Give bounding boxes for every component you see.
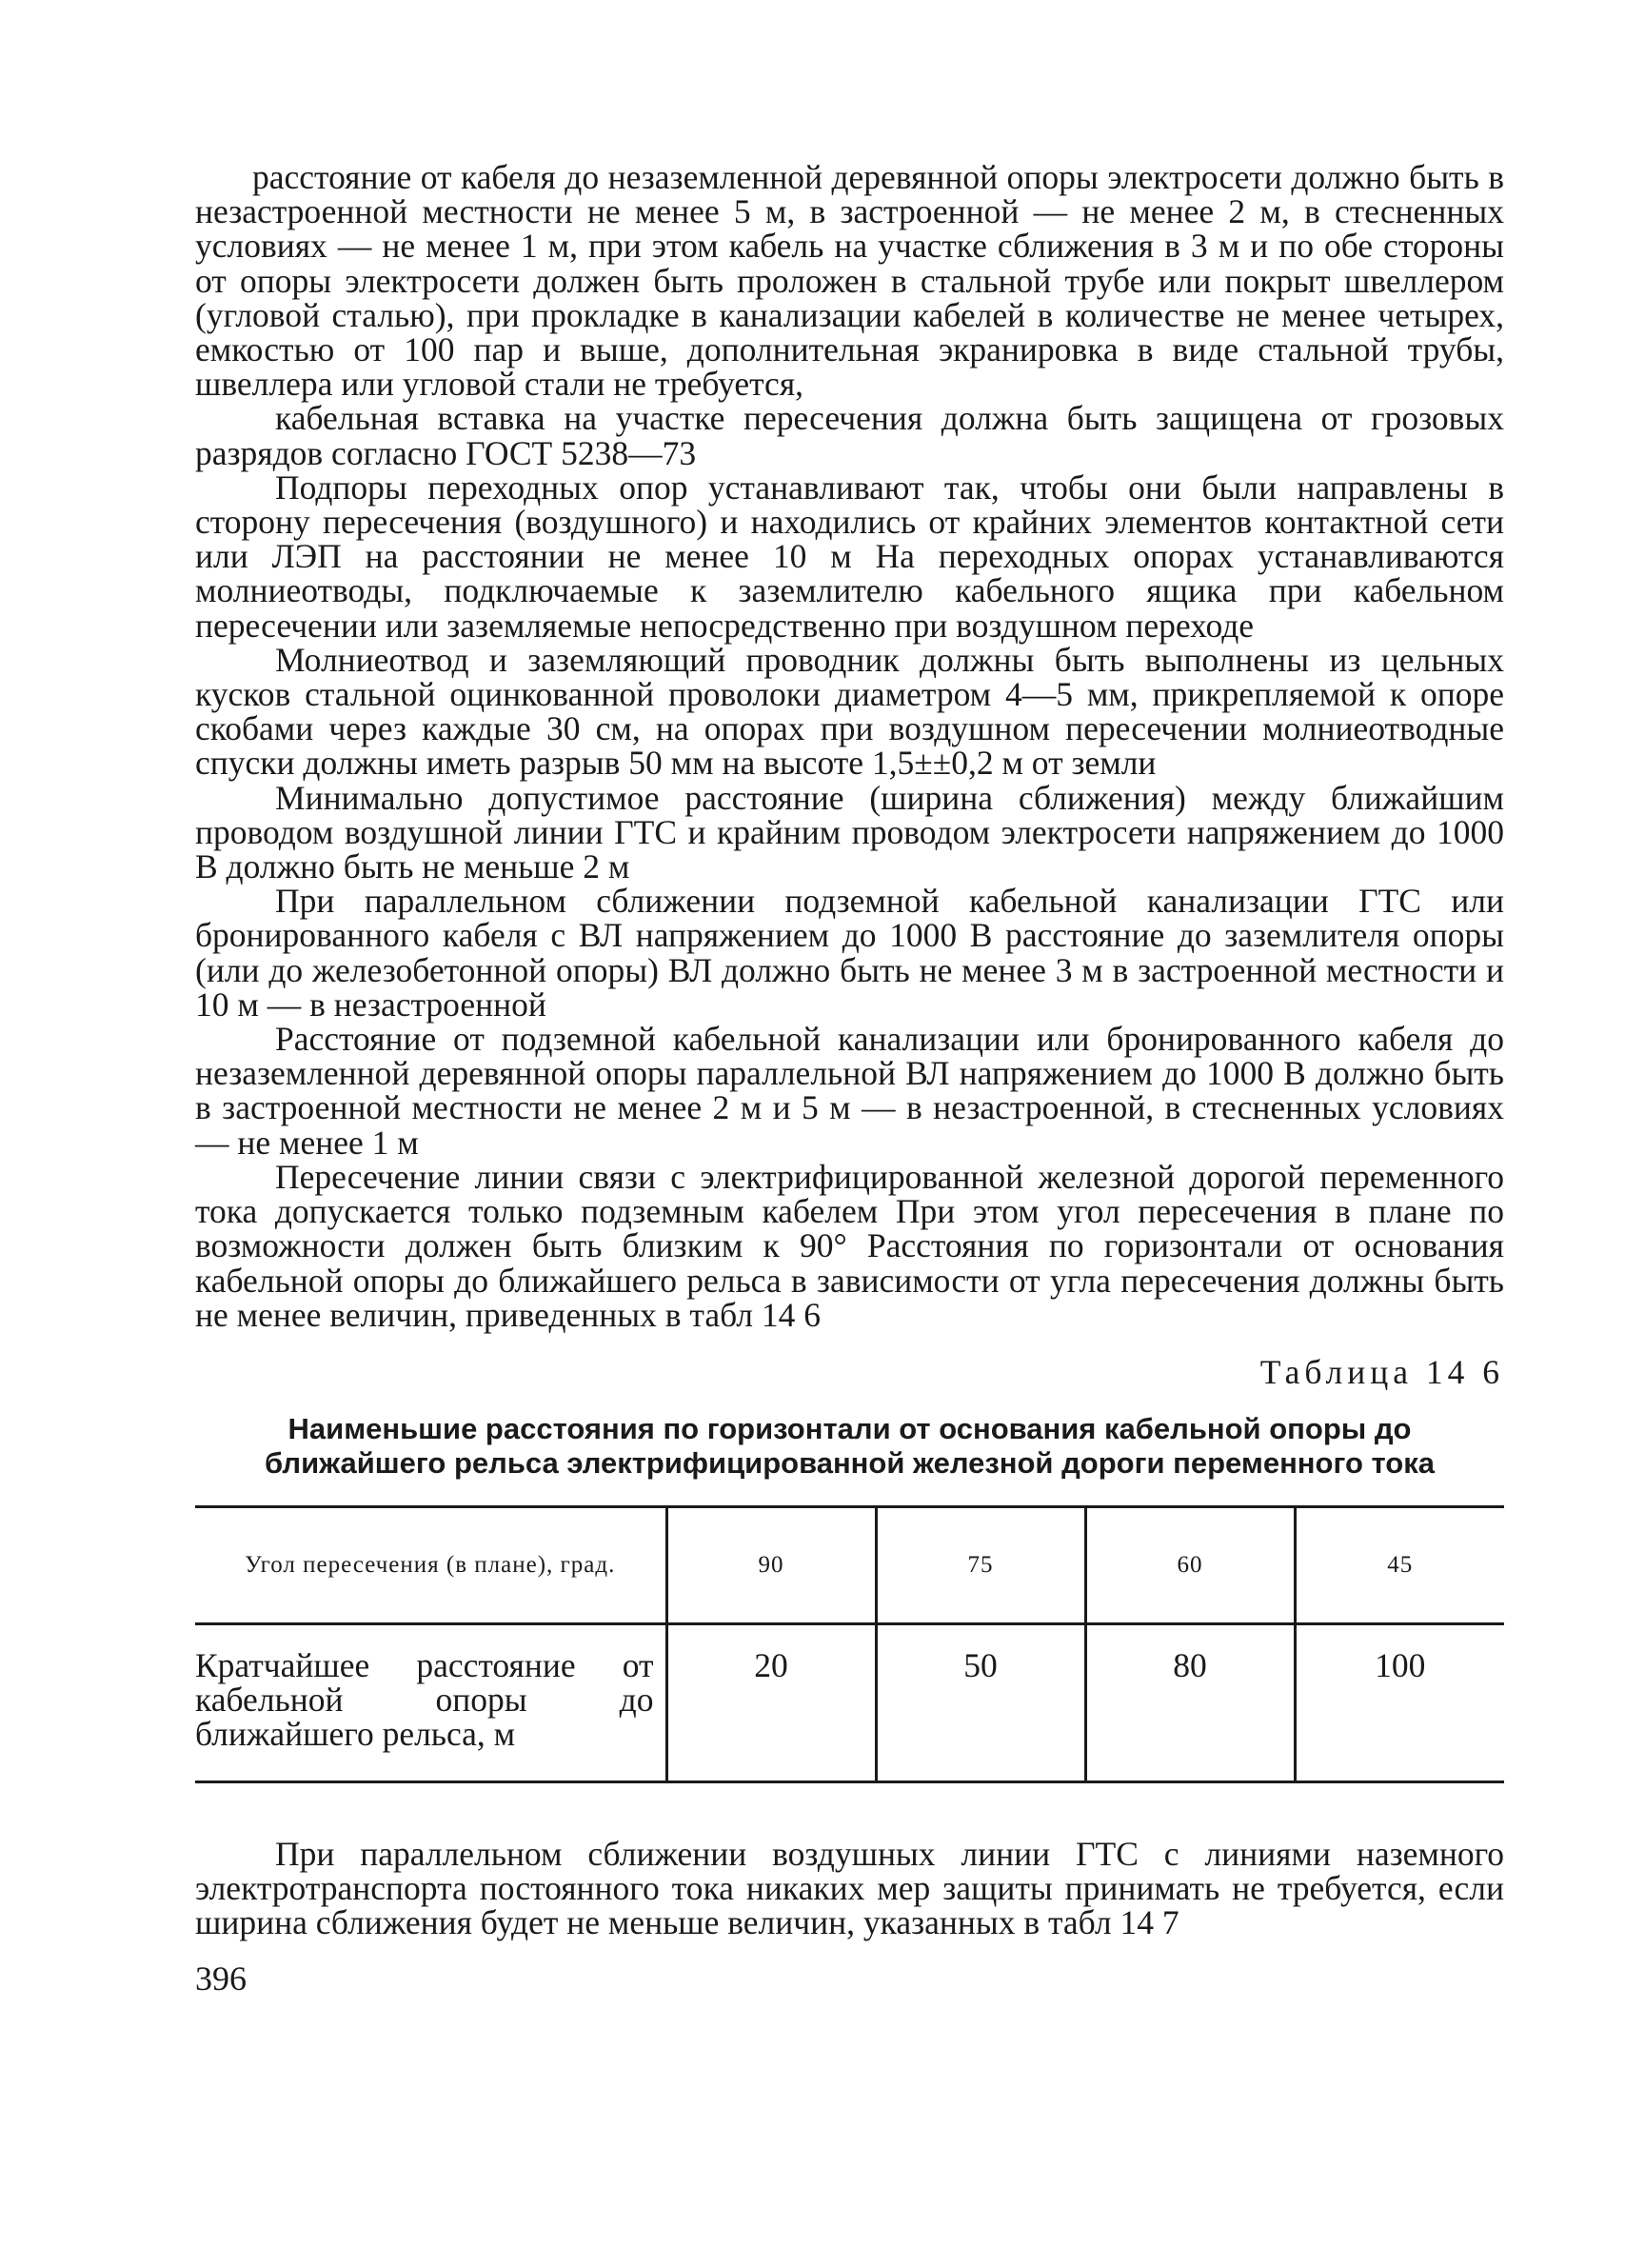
angle-cell: 75 xyxy=(876,1506,1085,1623)
distance-cell: 80 xyxy=(1085,1623,1295,1781)
angle-cell: 60 xyxy=(1085,1506,1295,1623)
distance-table xyxy=(195,1505,1504,1783)
angle-cell: 90 xyxy=(666,1506,876,1623)
row-label: Кратчайшее расстояние от кабельной опоры до ближайшего рельса, м xyxy=(195,1645,654,1753)
paragraph: Пересечение линии связи с электрифицированной железной дорогой переменного тока допускается только подземным кабелем При этом угол пересечения в плане по возможности должен быть близким к 90° Расстояния по горизонтали от основания кабельной опоры до ближайшего рельса в зависимости от угла пересечения должны быть не менее величин, приведенных в табл 14 6 xyxy=(195,1157,1504,1334)
paragraph: расстояние от кабеля до незаземленной деревянной опоры электросети должно быть в незастроенной местности не менее 5 м, в застроенной — не менее 2 м, в стесненных условиях — не менее 1 м, при этом кабель на участке сближения в 3 м и по обе стороны от опоры электросети должен быть проложен в стальной трубе или покрыт швеллером (угловой сталью), при прокладке в канализации кабелей в количестве не менее четырех, емкостью от 100 пар и выше, дополнительная экранировка в виде стальной трубы, швеллера или угловой стали не требуется, xyxy=(195,158,1504,404)
table-header-row xyxy=(195,1506,1504,1623)
paragraph: Минимально допустимое расстояние (ширина сближения) между ближайшим проводом воздушной линии ГТС и крайним проводом электросети напряжением до 1000 В должно быть не меньше 2 м xyxy=(195,778,1504,886)
header-label: Угол пересечения (в плане), град. xyxy=(245,1551,616,1578)
paragraph: Расстояние от подземной кабельной канализации или бронированного кабеля до незаземленной деревянной опоры параллельной ВЛ напряжением до 1000 В должно быть в застроенной местности не менее 2 м и 5 м — в незастроенной, в стесненных условиях — не менее 1 м xyxy=(195,1020,1504,1162)
table-title: Наименьшие расстояния по горизонтали от основания кабельной опоры до ближайшего рельса электрифицированной железной дороги переменного тока xyxy=(265,1411,1435,1480)
paragraph: Подпоры переходных опор устанавливают так, чтобы они были направлены в сторону пересечения (воздушного) и находились от крайних элементов контактной сети или ЛЭП на расстоянии не менее 10 м На переходных опорах устанавливаются молниеотводы, подключаемые к заземлителю кабельного ящика при кабельном пересечении или заземляемые непосредственно при воздушном переходе xyxy=(195,468,1504,645)
table-row xyxy=(195,1623,1504,1781)
table-number: Таблица 14 6 xyxy=(1259,1352,1504,1391)
distance-cell: 20 xyxy=(666,1623,876,1781)
distance-cell: 50 xyxy=(876,1623,1085,1781)
distance-cell: 100 xyxy=(1295,1623,1504,1781)
paragraph: Молниеотвод и заземляющий проводник должны быть выполнены из цельных кусков стальной оцинкованной проволоки диаметром 4—5 мм, прикрепляемой к опоре скобами через каждые 30 см, на опорах при воздушном пересечении молниеотводные спуски должны иметь разрыв 50 мм на высоте 1,5±±0,2 м от земли xyxy=(195,640,1504,783)
paragraph: При параллельном сближении воздушных линии ГТС с линиями наземного электротранспорта постоянного тока никаких мер защиты принимать не требуется, если ширина сближения будет не меньше величин, указанных в табл 14 7 xyxy=(195,1834,1504,1942)
paragraph: кабельная вставка на участке пересечения должна быть защищена от грозовых разрядов согласно ГОСТ 5238—73 xyxy=(195,399,1504,472)
document-page xyxy=(195,160,1504,1998)
paragraph: При параллельном сближении подземной кабельной канализации ГТС или бронированного кабеля с ВЛ напряжением до 1000 В расстояние до заземлителя опоры (или до железобетонной опоры) ВЛ должно быть не менее 3 м в застроенной местности и 10 м — в незастроенной xyxy=(195,882,1504,1024)
page-number: 396 xyxy=(195,1959,247,1998)
angle-cell: 45 xyxy=(1295,1506,1504,1623)
